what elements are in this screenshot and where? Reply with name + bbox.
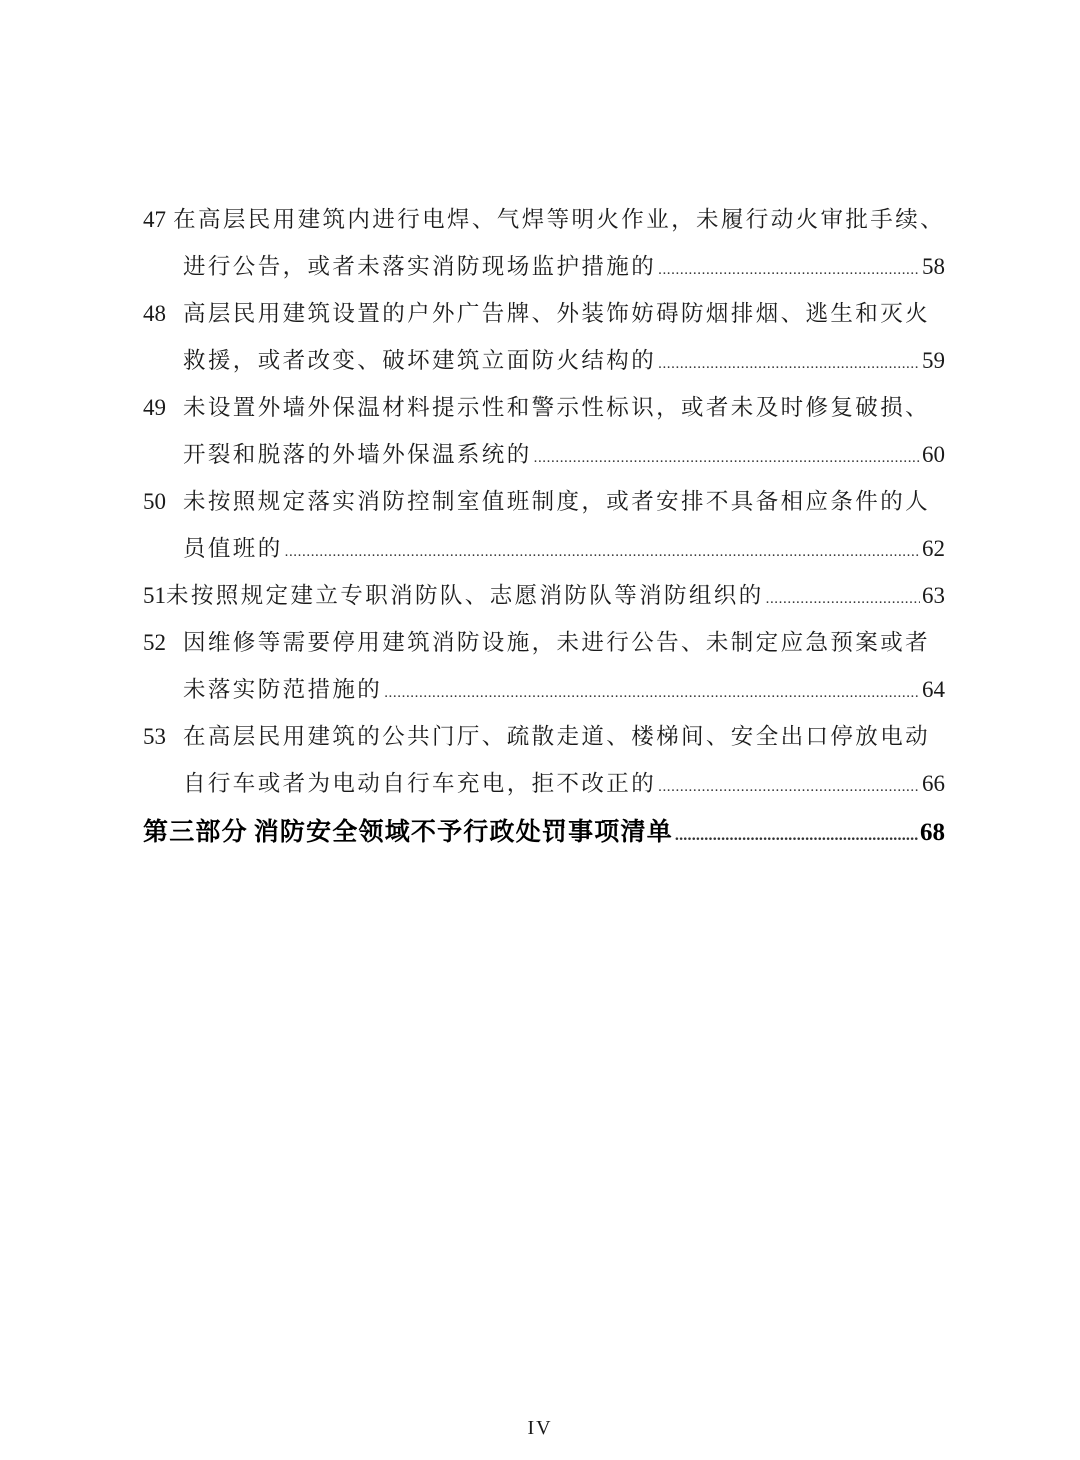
toc-entry-50[interactable] <box>143 478 945 572</box>
entry-title-line2: 员值班的 <box>183 536 283 562</box>
toc-entry-51[interactable] <box>143 572 945 619</box>
entry-title-line1: 未按照规定落实消防控制室值班制度，或者安排不具备相应条件的人 <box>183 489 931 515</box>
entry-page-number: 62 <box>922 536 945 561</box>
toc-entry-line <box>143 196 945 243</box>
table-of-contents <box>143 196 945 857</box>
entry-page-number: 64 <box>922 677 945 702</box>
entry-title-line1: 因维修等需要停用建筑消防设施，未进行公告、未制定应急预案或者 <box>183 630 931 656</box>
toc-entry-line <box>143 337 945 384</box>
entry-number: 49 <box>143 395 166 420</box>
toc-entry-line <box>143 525 945 572</box>
entry-title-line2: 自行车或者为电动自行车充电，拒不改正的 <box>183 771 657 797</box>
dot-leader <box>766 573 920 623</box>
entry-title-line1: 未设置外墙外保温材料提示性和警示性标识，或者未及时修复破损、 <box>183 395 931 421</box>
part-title: 消防安全领域不予行政处罚事项清单 <box>253 817 673 846</box>
entry-title-line1: 在高层民用建筑内进行电焊、气焊等明火作业，未履行动火审批手续、 <box>173 207 945 233</box>
entry-number: 53 <box>143 724 166 749</box>
entry-number: 47 <box>143 207 166 232</box>
dot-leader <box>534 432 920 482</box>
entry-page-number: 66 <box>922 771 945 796</box>
toc-entry-52[interactable] <box>143 619 945 713</box>
dot-leader <box>384 667 920 717</box>
toc-entry-line <box>143 290 945 337</box>
part-page-number: 68 <box>920 819 945 846</box>
toc-entry-53[interactable] <box>143 713 945 807</box>
entry-page-number: 60 <box>922 442 945 467</box>
entry-title-line2: 未落实防范措施的 <box>183 677 383 703</box>
toc-entry-47[interactable] <box>143 196 945 290</box>
entry-title-line2: 开裂和脱落的外墙外保温系统的 <box>183 442 532 468</box>
footer-page-number: IV <box>527 1417 553 1439</box>
entry-title-line2: 救援，或者改变、破坏建筑立面防火结构的 <box>183 348 657 374</box>
part-label: 第三部分 <box>143 817 248 846</box>
toc-entry-48[interactable] <box>143 290 945 384</box>
entry-title-line1: 高层民用建筑设置的户外广告牌、外装饰妨碍防烟排烟、逃生和灭火 <box>183 301 931 327</box>
dot-leader <box>658 338 920 388</box>
toc-entry-line <box>143 572 945 619</box>
entry-page-number: 58 <box>922 254 945 279</box>
entry-number: 51 <box>143 583 166 608</box>
toc-entry-line <box>143 431 945 478</box>
entry-title-line2: 进行公告，或者未落实消防现场监护措施的 <box>183 254 657 280</box>
dot-leader <box>285 526 920 576</box>
entry-page-number: 59 <box>922 348 945 373</box>
toc-entry-line <box>143 666 945 713</box>
entry-title-line1: 未按照规定建立专职消防队、志愿消防队等消防组织的 <box>166 583 764 609</box>
dot-leader <box>675 807 918 861</box>
entry-number: 48 <box>143 301 166 326</box>
entry-number: 52 <box>143 630 166 655</box>
toc-entry-line <box>143 760 945 807</box>
entry-page-number: 63 <box>922 583 945 608</box>
entry-number: 50 <box>143 489 166 514</box>
entry-title-line1: 在高层民用建筑的公共门厅、疏散走道、楼梯间、安全出口停放电动 <box>183 724 931 750</box>
toc-entry-line <box>143 478 945 525</box>
dot-leader <box>658 244 920 294</box>
toc-entry-line <box>143 713 945 760</box>
dot-leader <box>658 761 920 811</box>
toc-entry-49[interactable] <box>143 384 945 478</box>
toc-part-three[interactable] <box>143 807 945 857</box>
toc-entry-line <box>143 243 945 290</box>
toc-entry-line <box>143 619 945 666</box>
toc-entry-line <box>143 384 945 431</box>
